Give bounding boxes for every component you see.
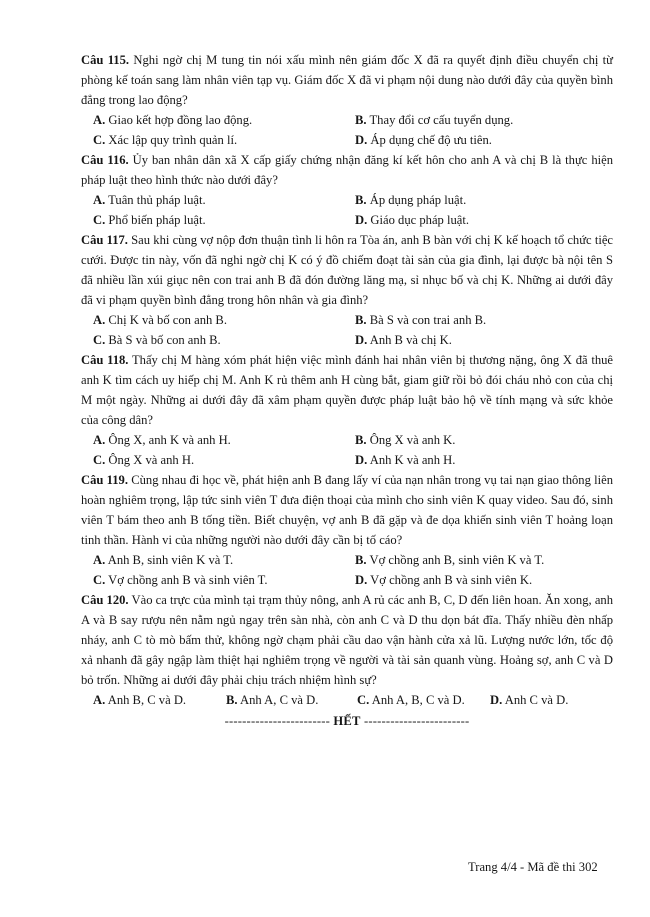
question-number: Câu 118. bbox=[81, 353, 129, 367]
option-b: B. Anh A, C và D. bbox=[226, 693, 319, 707]
question-116 bbox=[81, 150, 613, 190]
option-b: B. Bà S và con trai anh B. bbox=[355, 313, 487, 327]
question-number: Câu 115. bbox=[81, 53, 130, 67]
end-label: HẾT bbox=[333, 714, 361, 728]
answer-options bbox=[81, 190, 613, 230]
option-c: C. Ông X và anh H. bbox=[93, 453, 195, 467]
question-120 bbox=[81, 590, 613, 690]
option-c: C. Bà S và bố con anh B. bbox=[93, 333, 221, 347]
question-number: Câu 116. bbox=[81, 153, 129, 167]
end-marker bbox=[81, 711, 613, 731]
question-number: Câu 119. bbox=[81, 473, 128, 487]
answer-options bbox=[81, 430, 613, 470]
option-b: B. Vợ chồng anh B, sinh viên K và T. bbox=[355, 553, 545, 567]
answer-options bbox=[81, 690, 613, 710]
answer-options bbox=[81, 550, 613, 590]
answer-options bbox=[81, 310, 613, 350]
question-text: Nghi ngờ chị M tung tin nói xấu mình nên giám đốc X đã ra quyết định điều chuyển chị từ phòng kế toán sang làm nhân viên tạp vụ. Giám đốc X đã vi phạm nội dung nào dưới đây của quyền bình đẳng trong lao động? bbox=[81, 53, 613, 107]
question-119 bbox=[81, 470, 613, 550]
option-d: D. Anh C và D. bbox=[490, 693, 569, 707]
option-d: D. Vợ chồng anh B và sinh viên K. bbox=[355, 573, 533, 587]
option-c: C. Xác lập quy trình quản lí. bbox=[93, 133, 238, 147]
question-number: Câu 120. bbox=[81, 593, 129, 607]
option-d: D. Anh B và chị K. bbox=[355, 333, 452, 347]
option-b: B. Ông X và anh K. bbox=[355, 433, 456, 447]
option-a: A. Giao kết hợp đồng lao động. bbox=[93, 113, 253, 127]
option-a: A. Chị K và bố con anh B. bbox=[93, 313, 227, 327]
option-a: A. Ông X, anh K và anh H. bbox=[93, 433, 231, 447]
question-118 bbox=[81, 350, 613, 430]
option-c: C. Phổ biến pháp luật. bbox=[93, 213, 206, 227]
question-text: Vào ca trực của mình tại trạm thủy nông, anh A rủ các anh B, C, D đến liên hoan. Ăn xong, anh A và B say rượu nên nằm ngủ ngay trên sàn nhà, còn anh C và D thu dọn bát đĩa. Thấy nhiều đèn nhấp nháy, anh C tò mò bấm thử, không ngờ chạm phải cầu dao vận hành cửa xả lũ. Lượng nước lớn, tốc độ xả nhanh đã gây ngập làm thiệt hại nghiêm trọng về người và tài sản quanh vùng. Hoảng sợ, anh C và D bỏ trốn. Những ai dưới đây phải chịu trách nhiệm hình sự? bbox=[81, 593, 614, 687]
question-text: Cùng nhau đi học về, phát hiện anh B đang lấy ví của nạn nhân trong vụ tai nạn giao thông liên hoàn nghiêm trọng, lập tức sinh viên T đưa điện thoại của mình cho sinh viên K quay video. Sau đó, sinh viên T bám theo anh B tống tiền. Biết chuyện, vợ anh B đã gặp và đe dọa khiến sinh viên T hoảng loạn tinh thần. Hành vi của những người nào dưới đây cần bị tố cáo? bbox=[81, 473, 613, 547]
answer-options bbox=[81, 110, 613, 150]
option-d: D. Giáo dục pháp luật. bbox=[355, 213, 470, 227]
option-c: C. Vợ chồng anh B và sinh viên T. bbox=[93, 573, 268, 587]
question-117 bbox=[81, 230, 613, 310]
question-list bbox=[81, 50, 613, 731]
end-rule-right: ------------------------ bbox=[363, 714, 470, 728]
option-a: A. Anh B, C và D. bbox=[93, 693, 187, 707]
option-b: B. Thay đổi cơ cấu tuyển dụng. bbox=[355, 113, 514, 127]
option-d: D. Áp dụng chế độ ưu tiên. bbox=[355, 133, 492, 147]
page-footer: Trang 4/4 - Mã đề thi 302 bbox=[468, 860, 598, 874]
question-115 bbox=[81, 50, 613, 110]
question-text: Ủy ban nhân dân xã X cấp giấy chứng nhận đăng kí kết hôn cho anh A và chị B là thực hiện pháp luật theo hình thức nào dưới đây? bbox=[81, 153, 613, 187]
option-a: A. Anh B, sinh viên K và T. bbox=[93, 553, 234, 567]
option-b: B. Áp dụng pháp luật. bbox=[355, 193, 467, 207]
question-text: Thấy chị M hàng xóm phát hiện việc mình đánh hai nhân viên bị thương nặng, ông X đã thuê anh K tìm cách uy hiếp chị M. Anh K rủ thêm anh H cùng bắt, giam giữ rồi bỏ đói cháu nhỏ con của chị M một ngày. Những ai dưới đây đã xâm phạm quyền được pháp luật bảo hộ về tính mạng và sức khỏe của công dân? bbox=[81, 353, 614, 427]
option-a: A. Tuân thủ pháp luật. bbox=[93, 193, 206, 207]
question-text: Sau khi cùng vợ nộp đơn thuận tình li hôn ra Tòa án, anh B bàn với chị K kế hoạch tổ chức tiệc cưới. Được tin này, vốn đã nghi ngờ chị K có ý đồ chiếm đoạt tài sản của gia đình, lại được bà nội tên S đã nhiều lần xúi giục nên con trai anh B đã đón đường lăng mạ, sỉ nhục bố và chị K. Những ai dưới đây đã vi phạm quyền bình đẳng trong hôn nhân và gia đình? bbox=[81, 233, 614, 307]
option-d: D. Anh K và anh H. bbox=[355, 453, 456, 467]
option-c: C. Anh A, B, C và D. bbox=[357, 693, 465, 707]
question-number: Câu 117. bbox=[81, 233, 128, 247]
end-rule-left: ------------------------ bbox=[224, 714, 331, 728]
